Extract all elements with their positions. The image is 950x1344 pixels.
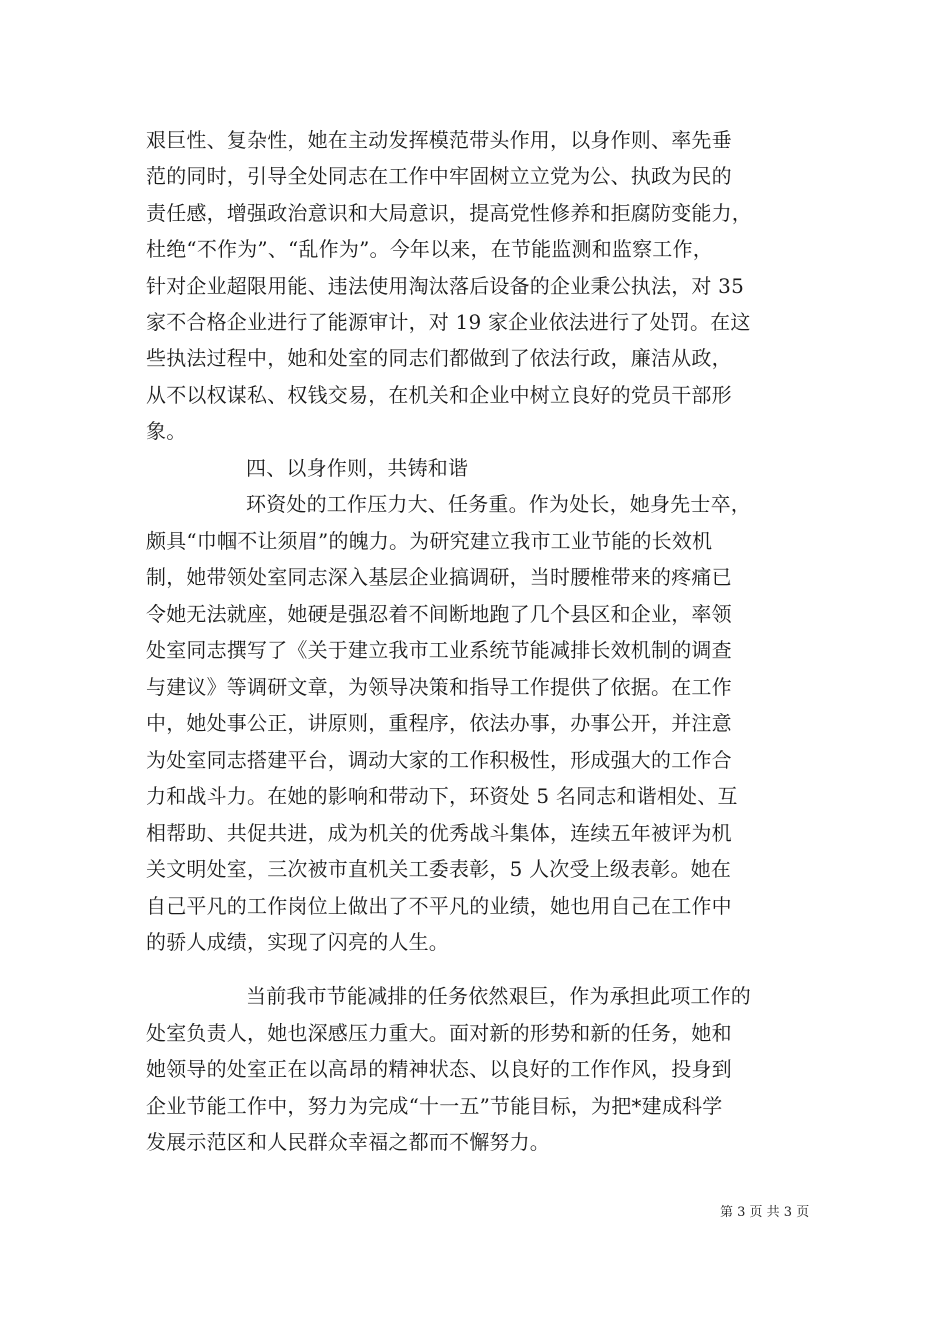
body-text-line: 家不合格企业进行了能源审计，对 19 家企业依法进行了处罚。在这 bbox=[146, 310, 751, 334]
body-text-line: 她领导的处室正在以高昂的精神状态、以良好的工作作风，投身到 bbox=[146, 1057, 732, 1081]
body-text-line: 些执法过程中，她和处室的同志们都做到了依法行政，廉洁从政， bbox=[146, 346, 732, 370]
body-text-line: 为处室同志搭建平台，调动大家的工作积极性，形成强大的工作合 bbox=[146, 748, 732, 772]
body-text-line: 针对企业超限用能、违法使用淘汰落后设备的企业秉公执法，对 35 bbox=[146, 274, 745, 298]
body-text-line: 制，她带领处室同志深入基层企业搞调研，当时腰椎带来的疼痛已 bbox=[146, 565, 732, 589]
body-text-line: 象。 bbox=[146, 419, 187, 443]
body-text-line: 杜绝“不作为”、“乱作为”。今年以来，在节能监测和监察工作， bbox=[146, 237, 713, 261]
body-text-line: 范的同时，引导全处同志在工作中牢固树立立党为公、执政为民的 bbox=[146, 164, 732, 188]
body-text-line: 环资处的工作压力大、任务重。作为处长，她身先士卒， bbox=[246, 492, 751, 516]
body-text-line: 处室负责人，她也深感压力重大。面对新的形势和新的任务，她和 bbox=[146, 1021, 732, 1045]
body-text-line: 中，她处事公正，讲原则，重程序，依法办事，办事公开，并注意 bbox=[146, 711, 732, 735]
body-text-line: 关文明处室，三次被市直机关工委表彰，5 人次受上级表彰。她在 bbox=[146, 857, 732, 881]
body-text-line: 责任感，增强政治意识和大局意识，提高党性修养和拒腐防变能力， bbox=[146, 201, 752, 225]
page-number-footer: 第 3 页 共 3 页 bbox=[720, 1205, 810, 1220]
body-text-line: 自己平凡的工作岗位上做出了不平凡的业绩，她也用自己在工作中 bbox=[146, 894, 732, 918]
body-text-line: 与建议》等调研文章，为领导决策和指导工作提供了依据。在工作 bbox=[146, 675, 732, 699]
body-text-line: 的骄人成绩，实现了闪亮的人生。 bbox=[146, 930, 449, 954]
body-text-line: 力和战斗力。在她的影响和带动下，环资处 5 名同志和谐相处、互 bbox=[146, 784, 738, 808]
body-text-line: 发展示范区和人民群众幸福之都而不懈努力。 bbox=[146, 1130, 550, 1154]
body-text-line: 颇具“巾帼不让须眉”的魄力。为研究建立我市工业节能的长效机 bbox=[146, 529, 713, 553]
body-text-line: 当前我市节能减排的任务依然艰巨，作为承担此项工作的 bbox=[246, 984, 751, 1008]
body-text-line: 企业节能工作中，努力为完成“十一五”节能目标，为把*建成科学 bbox=[146, 1094, 723, 1118]
body-text-line: 令她无法就座，她硬是强忍着不间断地跑了几个县区和企业，率领 bbox=[146, 602, 732, 626]
body-text-line: 相帮助、共促共进，成为机关的优秀战斗集体，连续五年被评为机 bbox=[146, 821, 732, 845]
section-heading: 四、以身作则，共铸和谐 bbox=[246, 456, 469, 480]
body-text-line: 从不以权谋私、权钱交易，在机关和企业中树立良好的党员干部形 bbox=[146, 383, 732, 407]
body-text-line: 处室同志撰写了《关于建立我市工业系统节能减排长效机制的调查 bbox=[146, 638, 732, 662]
body-text-line: 艰巨性、复杂性，她在主动发挥模范带头作用，以身作则、率先垂 bbox=[146, 128, 732, 152]
